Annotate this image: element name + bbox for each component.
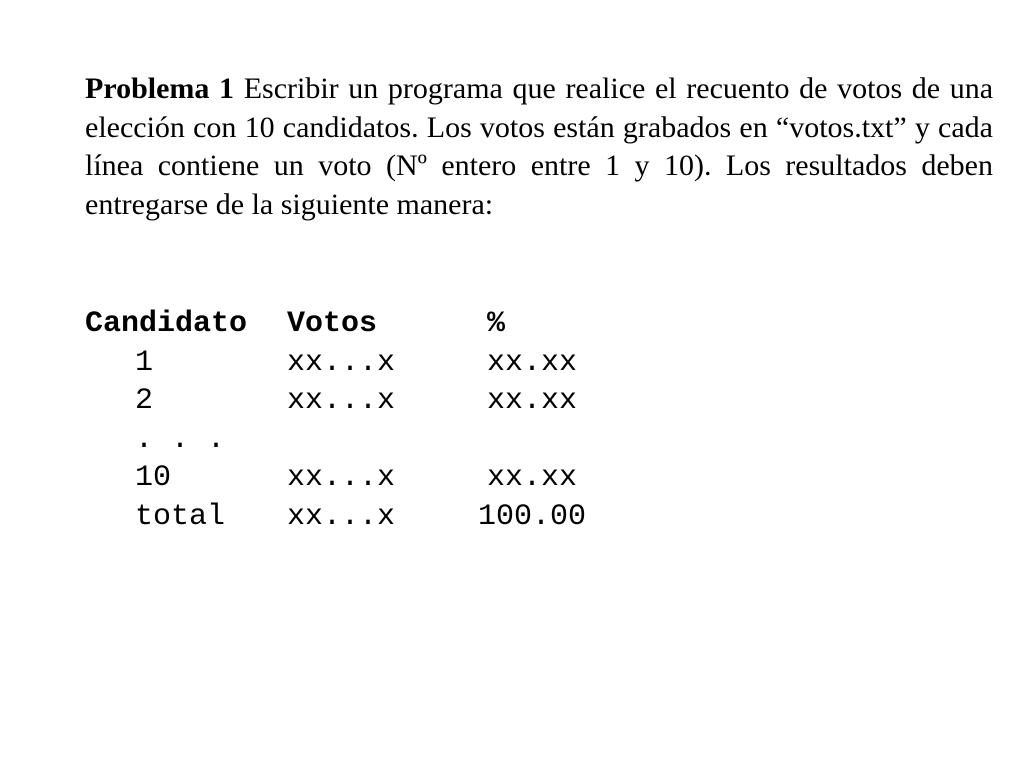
table-total-row xyxy=(85,498,587,537)
candidate-cell: 10 xyxy=(135,461,172,495)
problem-text: Escribir un programa que realice el recuento de votos de una elección con 10 candidatos. Los votos están grabados en “votos.txt” y cada línea contiene un voto (Nº entero entre 1 y 10). Los resultados deben entregarse de la siguiente manera: xyxy=(85,72,994,221)
candidate-cell: 1 xyxy=(135,345,154,380)
percent-cell: xx.xx xyxy=(487,384,578,418)
percent-cell: xx.xx xyxy=(487,345,578,380)
header-percent: % xyxy=(487,307,506,341)
problem-statement xyxy=(85,70,993,224)
header-candidate: Candidato xyxy=(85,307,248,341)
total-label-cell: total xyxy=(135,499,226,534)
percent-cell: xx.xx xyxy=(487,461,578,495)
total-percent-cell: 100.00 xyxy=(478,499,587,534)
table-row xyxy=(85,459,578,498)
candidate-cell: 2 xyxy=(135,384,154,418)
header-votes: Votos xyxy=(287,307,378,341)
votes-cell: xx...x xyxy=(287,461,396,495)
votes-cell: xx...x xyxy=(287,345,396,380)
ellipsis-cell: . . . xyxy=(135,422,226,457)
problem-label: Problema 1 xyxy=(85,72,235,105)
votes-cell: xx...x xyxy=(287,384,396,418)
total-votes-cell: xx...x xyxy=(287,499,396,534)
table-header-row xyxy=(85,305,506,344)
table-row xyxy=(85,382,578,421)
table-row xyxy=(85,421,226,460)
table-row xyxy=(85,344,578,383)
results-table xyxy=(85,305,587,536)
